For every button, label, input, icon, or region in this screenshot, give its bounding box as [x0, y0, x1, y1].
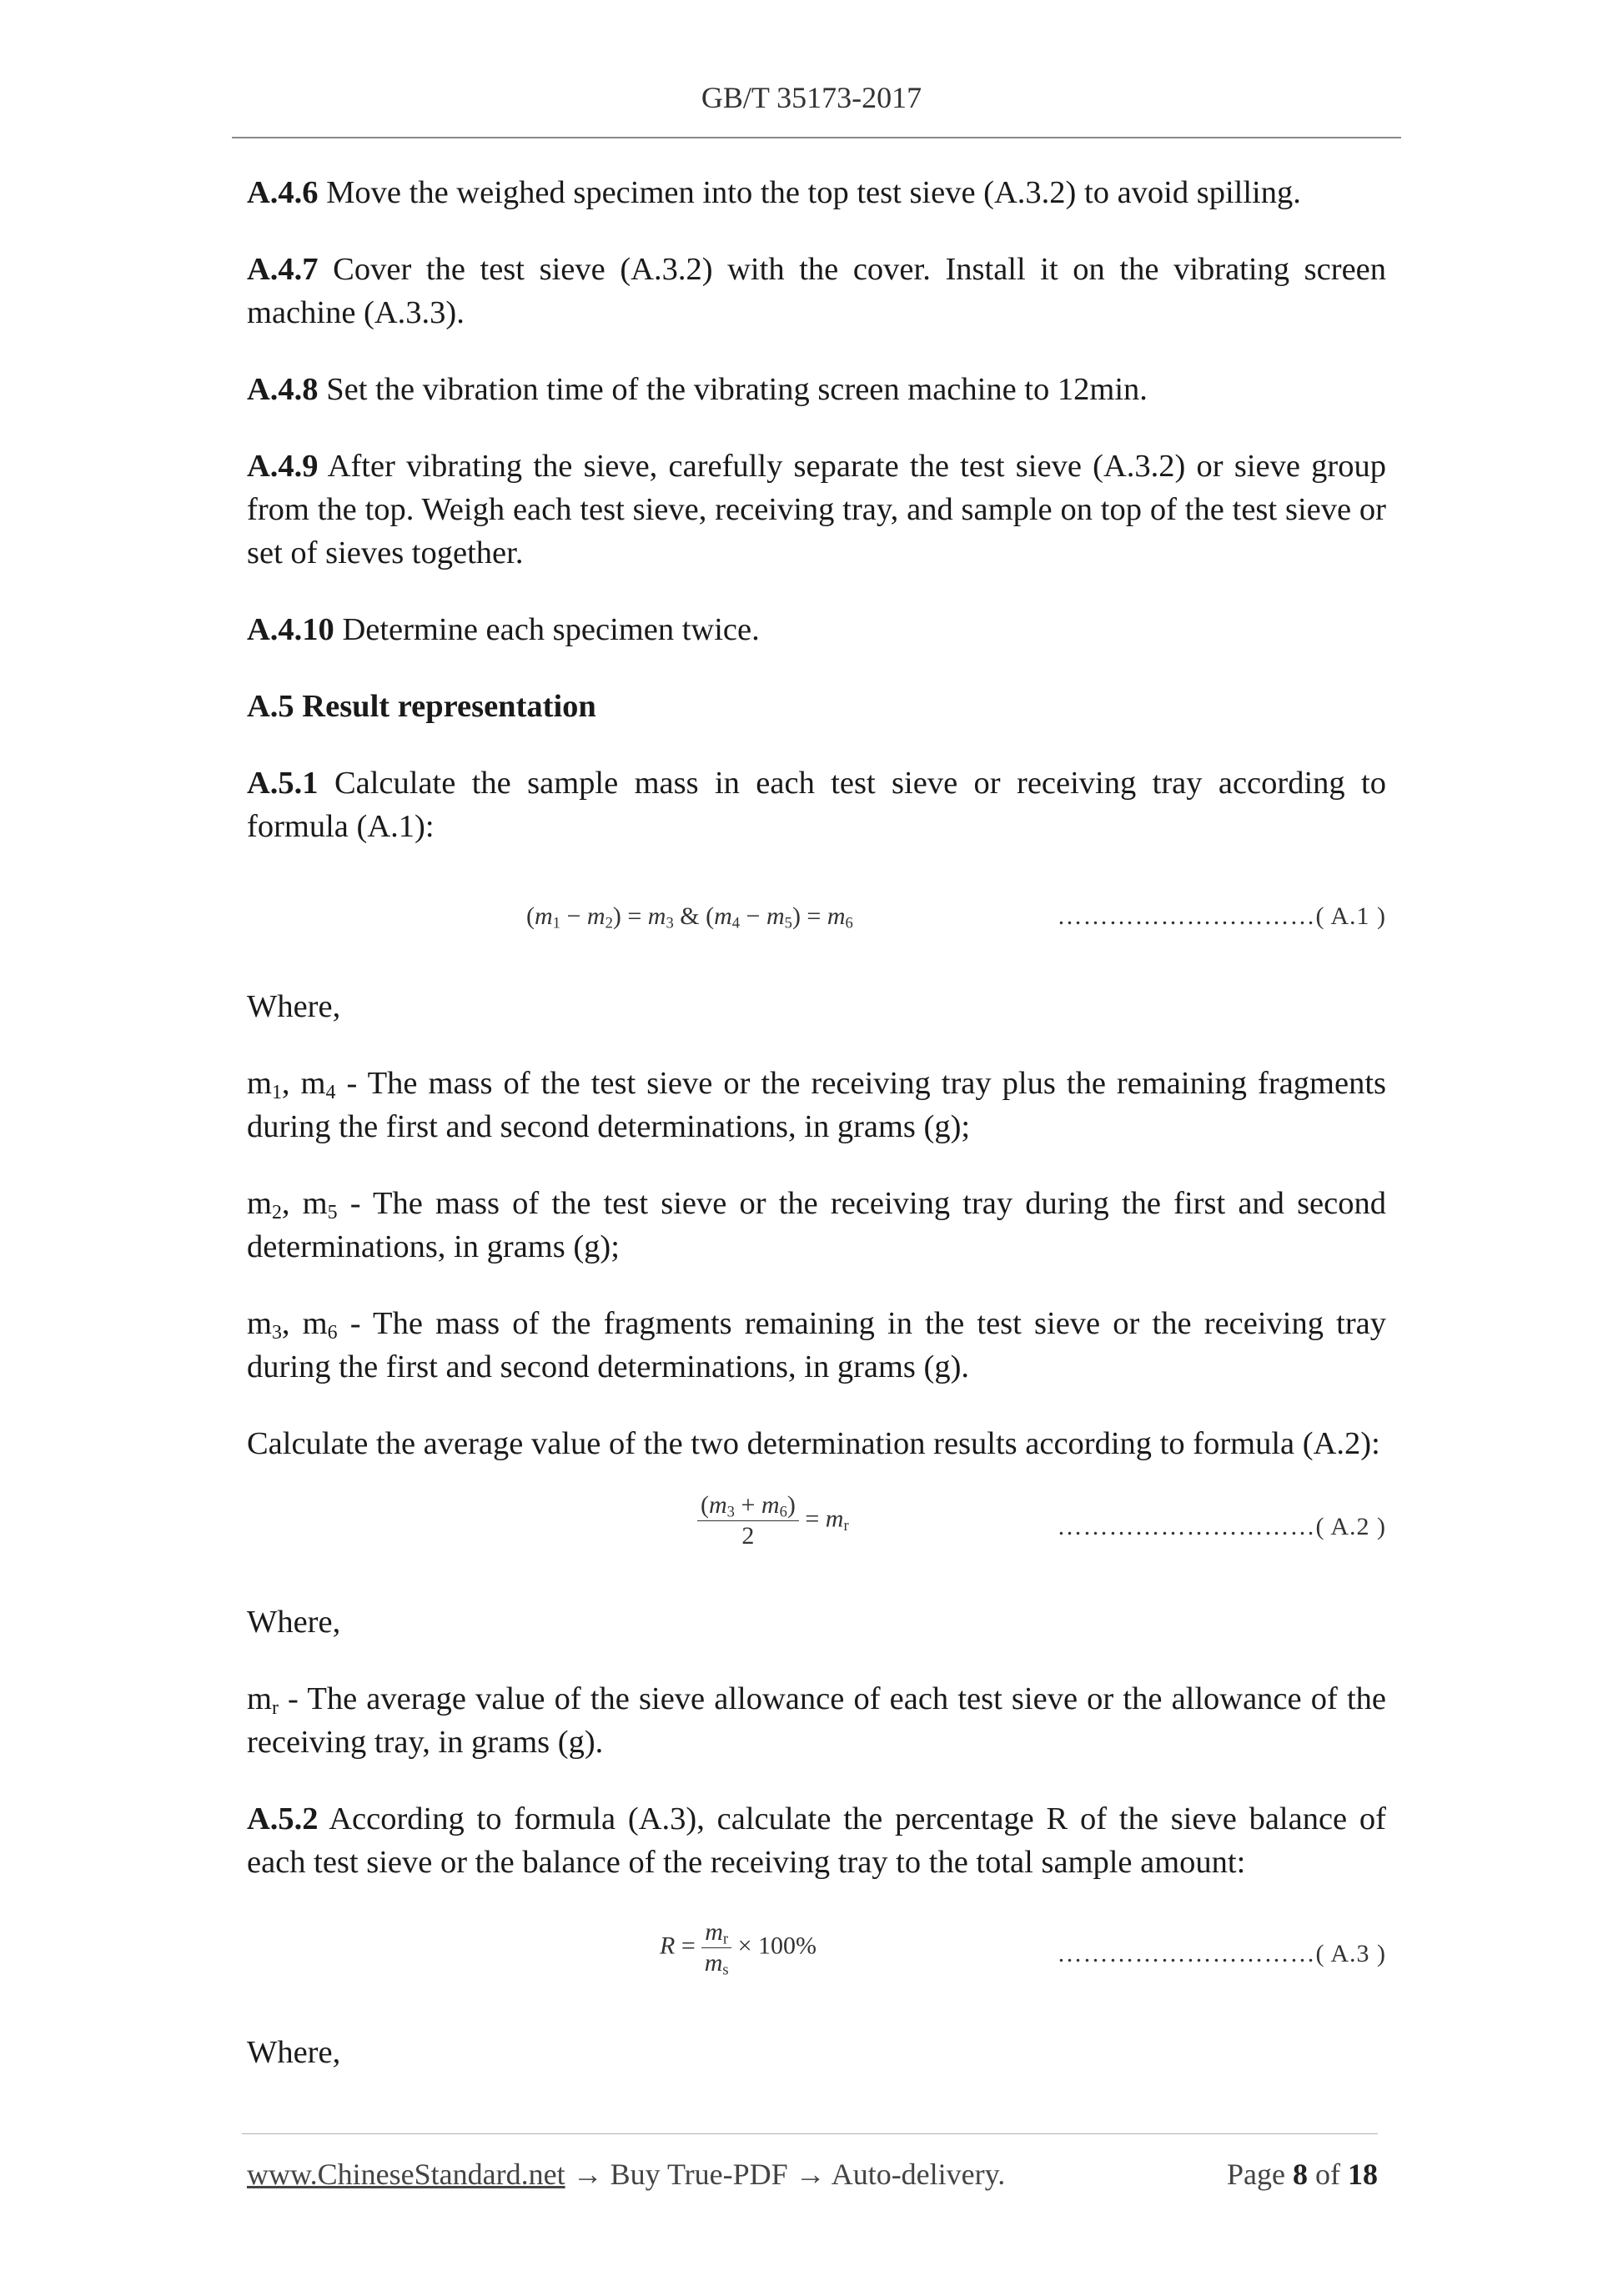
- clause-number: A.4.9: [247, 449, 319, 484]
- variable-symbol: $m_2$, $m_5$: [247, 1186, 338, 1223]
- fraction: $\frac{m_r}{m_s}$: [701, 1917, 731, 1978]
- clause-a51: [247, 761, 1386, 848]
- formula-a3-expression: R = $\frac{m_r}{m_s}$ × 100%: [660, 1918, 817, 1979]
- formula-a3: [247, 1917, 1386, 1984]
- variable-description: - The mass of the fragments remaining in the test sieve or the receiving tray during the first and second determinations, in grams (g).: [247, 1306, 1386, 1384]
- clause-a410: [247, 608, 1386, 651]
- clause-text: Cover the test sieve (A.3.2) with the cover. Install it on the vibrating screen machine (A.3.3).: [247, 252, 1386, 330]
- clause-a47: [247, 248, 1386, 334]
- clause-a49: [247, 445, 1386, 575]
- average-instruction: Calculate the average value of the two determination results according to formula (A.2):: [247, 1426, 1380, 1461]
- clause-a48: [247, 368, 1386, 411]
- clause-text: Determine each specimen twice.: [334, 612, 760, 647]
- page-total: 18: [1348, 2158, 1378, 2191]
- variable-description: - The mass of the test sieve or the receiving tray during the first and second determinations, in grams (g);: [247, 1186, 1386, 1264]
- site-link[interactable]: www.ChineseStandard.net: [247, 2158, 565, 2191]
- variable-mr: [247, 1677, 1386, 1764]
- clause-text: According to formula (A.3), calculate the percentage R of the sieve balance of each test sieve or the balance of the receiving tray to the total sample amount:: [247, 1801, 1386, 1880]
- header-rule: [232, 137, 1401, 138]
- section-heading-a5: A.5 Result representation: [247, 689, 596, 724]
- clause-a46: [247, 171, 1386, 214]
- where-label-3: Where,: [247, 2035, 341, 2070]
- where-label-1: Where,: [247, 989, 341, 1024]
- clause-text: Calculate the sample mass in each test sieve or receiving tray according to formula (A.1):: [247, 766, 1386, 844]
- clause-number: A.4.8: [247, 372, 319, 407]
- variable-description: - The average value of the sieve allowance of each test sieve or the allowance of the receiving tray, in grams (g).: [247, 1681, 1386, 1760]
- variable-m3-m6: [247, 1302, 1386, 1389]
- formula-a2-number: …………………………( A.2 ): [1057, 1513, 1386, 1540]
- clause-text: Set the vibration time of the vibrating screen machine to 12min.: [318, 372, 1148, 407]
- clause-number: A.4.6: [247, 175, 319, 210]
- variable-symbol: $m_1$, $m_4$: [247, 1066, 336, 1103]
- formula-a2: [247, 1490, 1386, 1557]
- footer-rule: [242, 2133, 1378, 2134]
- clause-number: A.5.2: [247, 1801, 319, 1836]
- variable-symbol: $m_r$: [247, 1681, 279, 1719]
- page-number: 8: [1293, 2158, 1308, 2191]
- variable-m1-m4: [247, 1062, 1386, 1148]
- variable-m2-m5: [247, 1182, 1386, 1269]
- where-label-2: Where,: [247, 1605, 341, 1640]
- formula-a1: [247, 892, 1386, 935]
- variable-symbol: $m_3$, $m_6$: [247, 1306, 338, 1344]
- document-header: GB/T 35173-2017: [701, 81, 922, 114]
- formula-a1-expression: $(m_1 - m_2) = m_3$ & $(m_4 - m_5) = m_6$: [526, 902, 853, 932]
- page-indicator: Page 8 of 18: [1227, 2158, 1378, 2191]
- clause-a52: [247, 1797, 1386, 1884]
- clause-number: A.4.10: [247, 612, 334, 647]
- formula-a1-number: …………………………( A.1 ): [1057, 902, 1386, 930]
- document-body: [247, 171, 1386, 2074]
- formula-a2-expression: $\frac{(m_3 + m_6)}{2}$ = $m_r$: [697, 1490, 849, 1551]
- formula-a3-number: …………………………( A.3 ): [1057, 1940, 1386, 1967]
- clause-number: A.4.7: [247, 252, 319, 287]
- clause-text: After vibrating the sieve, carefully separate the test sieve (A.3.2) or sieve group from the top. Weigh each test sieve, receiving tray, and sample on top of the test sieve or set of sieves together.: [247, 449, 1386, 570]
- footer-tagline: → Buy True-PDF → Auto-delivery.: [565, 2158, 1006, 2191]
- clause-number: A.5.1: [247, 766, 319, 801]
- clause-text: Move the weighed specimen into the top test sieve (A.3.2) to avoid spilling.: [318, 175, 1301, 210]
- variable-description: - The mass of the test sieve or the receiving tray plus the remaining fragments during the first and second determinations, in grams (g);: [247, 1066, 1386, 1144]
- fraction: $\frac{(m_3 + m_6)}{2}$: [697, 1490, 799, 1551]
